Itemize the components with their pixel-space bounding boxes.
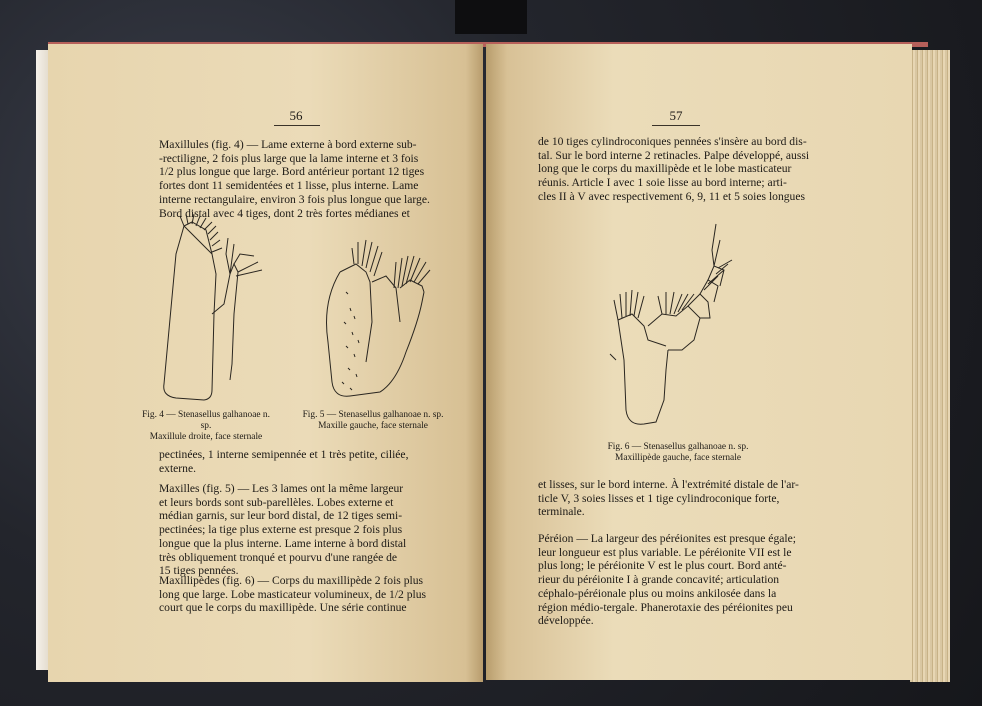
text-line: et lisses, sur le bord interne. À l'extrémité distale de l'ar- (538, 478, 799, 491)
text-line: Bord distal avec 4 tiges, dont 2 très fortes médianes et (159, 206, 410, 220)
text-line: longue que la plus interne. Lame interne à bord distal (159, 536, 407, 550)
text-line: externe. (159, 461, 197, 475)
text-line: Maxillules (fig. 4) — Lame externe à bord externe sub- (159, 138, 417, 151)
text-line: médian garnis, sur leur bord distal, de 12 tiges semi- (159, 509, 403, 523)
text-line: long que large. Lobe masticateur volumineux, de 1/2 plus (159, 587, 427, 601)
page-number-57: 57 (669, 108, 683, 123)
figure-4-caption (140, 410, 272, 443)
right-page (486, 44, 912, 680)
text-line: rieur du péréionite I à grande concavité; articulation (538, 573, 780, 587)
text-line: pectinées; la tige plus externe est presque 2 fois plus (159, 523, 403, 537)
text-line: terminale. (538, 505, 585, 519)
text-line: céphalo-péréionale plus ou moins ankilosée dans la (538, 586, 777, 600)
maxillules-paragraph (159, 138, 434, 220)
caption-line: Maxillule droite, face sternale (149, 432, 263, 442)
figure-6-maxillipede-drawing (604, 210, 744, 440)
text-line: court que le corps du maxillipède. Une série continue (159, 601, 407, 615)
text-line: fortes dont 11 semidentées et 1 lisse, plus interne. Lame (159, 179, 419, 193)
figure-5-maxille-drawing (310, 212, 440, 402)
text-line: Maxilles (fig. 5) — Les 3 lames ont la même largeur (159, 482, 404, 495)
caption-line: Fig. 4 — Stenasellus galhanoae n. sp. (142, 410, 270, 431)
text-line: 1/2 plus longue que large. Bord antérieur portant 12 tiges (159, 165, 425, 179)
maxillipedes-paragraph (159, 574, 434, 615)
page-number-rule (652, 125, 700, 126)
text-line: et leurs bords sont sub-parellèles. Lobes externe et (159, 495, 394, 509)
figure-4-maxillule-drawing (154, 214, 274, 404)
text-line: tal. Sur le bord interne 2 retinacles. Palpe développé, aussi (538, 148, 810, 162)
text-line: développée. (538, 614, 594, 628)
caption-line: Maxillipède gauche, face sternale (615, 453, 741, 463)
text-line: région médio-tergale. Phanerotaxie des péréionites peu (538, 600, 793, 614)
text-line: pectinées, 1 interne semipennée et 1 très petite, ciliée, (159, 448, 409, 461)
page-number-56: 56 (289, 108, 303, 123)
caption-line: Fig. 6 — Stenasellus galhanoae n. sp. (607, 442, 749, 452)
text-line: ticle V, 3 soies lisses et 1 tige cylindroconique forte, (538, 491, 780, 505)
caption-line: Fig. 5 — Stenasellus galhanoae n. sp. (302, 410, 444, 420)
text-line: 15 tiges pennées. (159, 564, 239, 578)
text-line: -rectiligne, 2 fois plus large que la lame interne et 3 fois (159, 151, 419, 165)
pereion-paragraph (538, 532, 812, 628)
text-line: très obliquement tronqué et pourvu d'une rangée de (159, 550, 398, 564)
text-line: cles II à V avec respectivement 6, 9, 11 et 5 soies longues (538, 189, 806, 203)
text-line: Péréion — La largeur des péréionites est presque égale; (538, 532, 796, 545)
text-line: long que le corps du maxillipède et le lobe masticateur (538, 162, 792, 176)
text-line: leur longueur est plus variable. Le péréionite VII est le (538, 545, 792, 559)
caption-line: Maxille gauche, face sternale (318, 421, 428, 431)
book-spine (455, 0, 527, 34)
text-line: réunis. Article I avec 1 soie lisse au bord interne; arti- (538, 176, 787, 190)
left-page (48, 44, 483, 682)
figure-5-caption (298, 410, 448, 432)
text-line: Maxillipèdes (fig. 6) — Corps du maxillipède 2 fois plus (159, 574, 424, 587)
figure-6-caption (598, 442, 758, 464)
soies-paragraph (538, 478, 812, 519)
text-line: interne rectangulaire, environ 3 fois plus longue que large. (159, 192, 430, 206)
text-line: de 10 tiges cylindroconiques pennées s'insère au bord dis- (538, 135, 807, 148)
pectinees-paragraph (159, 448, 434, 475)
text-line: plus long; le péréionite V est le plus court. Bord anté- (538, 559, 787, 573)
maxillipede-continued-paragraph (538, 135, 812, 204)
maxilles-paragraph (159, 482, 434, 578)
page-number-rule (274, 125, 320, 126)
page-edge-right (910, 50, 950, 682)
